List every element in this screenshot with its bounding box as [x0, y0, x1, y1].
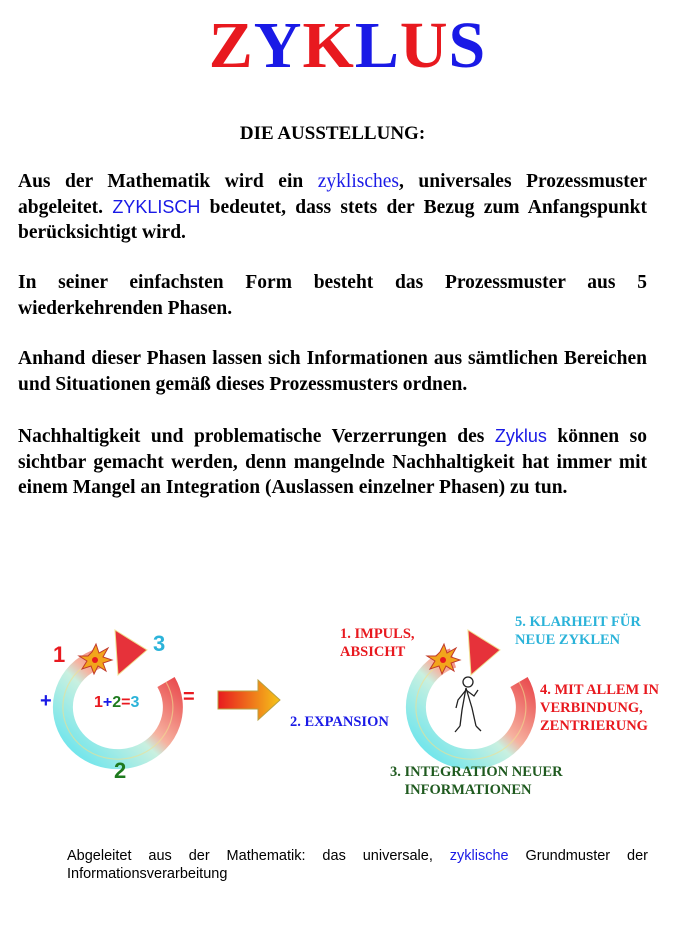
cycle-diagram — [0, 600, 695, 820]
highlight-word: zyklisches — [317, 171, 399, 192]
paragraph-3: Anhand dieser Phasen lassen sich Informationen aus sämtlichen Bereichen und Situationen gemäß dieses Prozessmusters ordnen. — [18, 348, 647, 395]
title-letter: K — [302, 9, 355, 82]
plus-sign: + — [40, 690, 52, 712]
paragraph-text: Aus der Mathematik wird ein — [18, 171, 318, 192]
caption — [67, 847, 648, 883]
title-letter: Z — [208, 9, 254, 82]
paragraph-text: können so sichtbar gemacht werden, denn mangelnde Nachhaltigkeit hat immer mit einem Mangel an Integration (Auslassen einzelner Phasen) zu tun. — [18, 426, 647, 498]
paragraph-4 — [18, 424, 647, 501]
highlight-word: zyklische — [449, 848, 509, 864]
title-letter: S — [448, 9, 487, 82]
formula-operator: + — [102, 694, 113, 711]
title-letter: Y — [253, 9, 303, 82]
title-letter: U — [399, 9, 449, 82]
phase-number-3: 3 — [153, 631, 166, 656]
phase-number-1: 1 — [53, 642, 66, 667]
formula — [94, 694, 139, 712]
paragraph-text: Nachhaltigkeit und problematische Verzerrungen des — [18, 426, 495, 447]
title-letter: L — [354, 9, 400, 82]
phase-5-label: 5. KLARHEIT FÜR NEUE ZYKLEN — [515, 614, 641, 648]
phase-2-label: 2. EXPANSION — [290, 714, 389, 730]
phase-4-label: 4. MIT ALLEM IN VERBINDUNG, ZENTRIERUNG — [540, 682, 659, 734]
equals-sign: = — [183, 686, 195, 708]
phase-1-label: 1. IMPULS, ABSICHT — [340, 626, 415, 660]
highlight-word: Zyklus — [494, 426, 547, 446]
arrow-icon — [218, 680, 280, 720]
highlight-word: ZYKLISCH — [112, 196, 201, 217]
phase-3-label: 3. INTEGRATION NEUER INFORMATIONEN — [390, 764, 563, 798]
caption-text: Abgeleitet aus der Mathematik: das universale, — [67, 848, 450, 864]
formula-operator: = — [121, 694, 131, 711]
right-cycle-ring — [416, 630, 526, 759]
page-title — [0, 8, 695, 84]
section-heading: DIE AUSSTELLUNG: — [239, 123, 426, 144]
formula-term: 2 — [112, 694, 122, 711]
formula-term: 3 — [130, 694, 140, 711]
walking-figure-icon — [455, 677, 481, 732]
phase-number-2: 2 — [114, 758, 127, 783]
paragraph-2: In seiner einfachsten Form besteht das Prozessmuster aus 5 wiederkehrenden Phasen. — [18, 272, 647, 319]
paragraph-text: , universales Prozessmuster abgeleitet. — [18, 171, 647, 218]
paragraph-1 — [18, 169, 647, 246]
caption-text: Grundmuster der Informationsverarbeitung — [67, 848, 648, 882]
formula-term: 1 — [94, 694, 103, 711]
paragraph-text: bedeutet, dass stets der Bezug zum Anfangspunkt berücksichtigt wird. — [18, 196, 647, 243]
